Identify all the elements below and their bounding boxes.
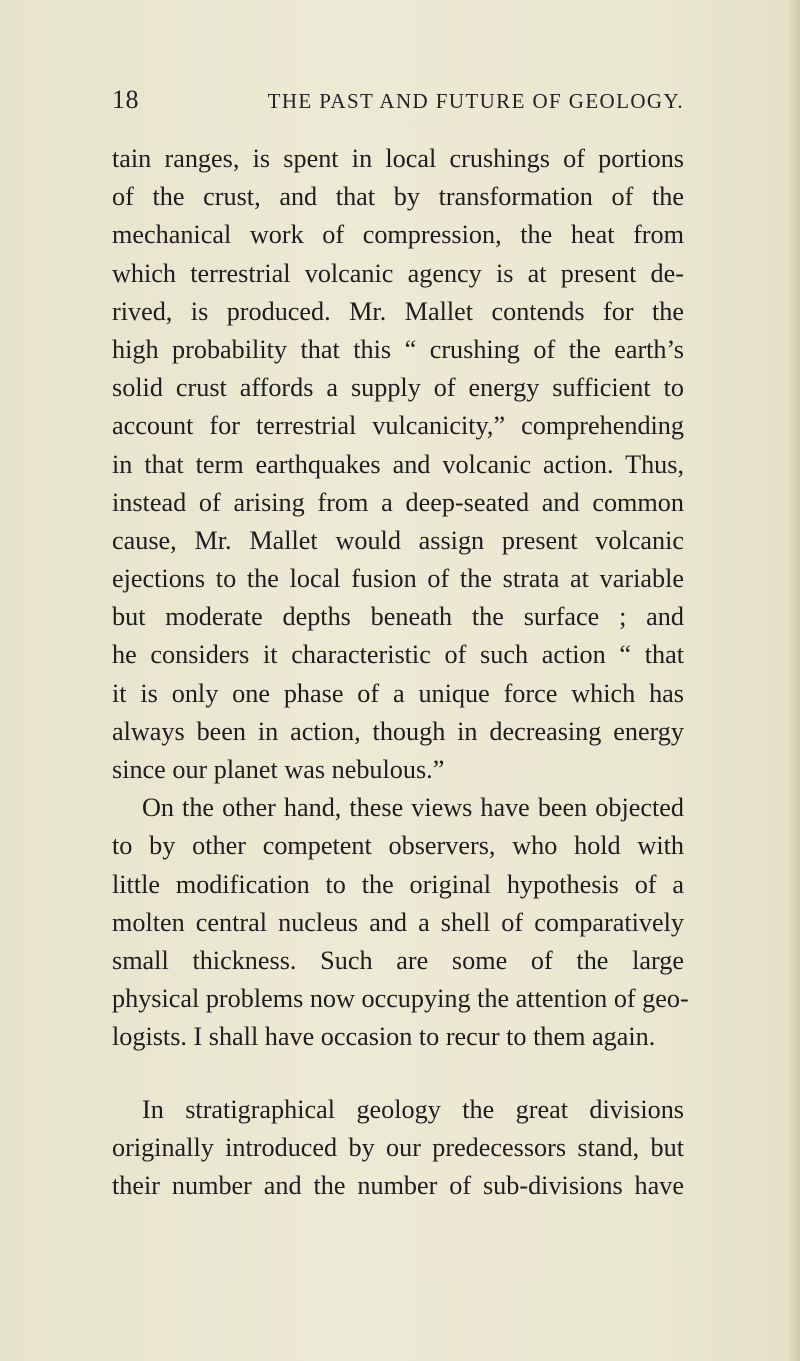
text-line: account for terrestrial vulcanicity,” comprehending [112, 411, 684, 441]
paragraph-gap [112, 1057, 684, 1091]
text-line: molten central nucleus and a shell of comparatively [112, 907, 684, 937]
running-head: THE PAST AND FUTURE OF GEOLOGY. [267, 89, 684, 113]
text-line: instead of arising from a deep-seated and common [112, 487, 684, 517]
text-line: cause, Mr. Mallet would assign present volcanic [112, 525, 684, 555]
text-line: little modification to the original hypothesis of a [112, 869, 684, 899]
paragraph [112, 1091, 684, 1206]
text-line: but moderate depths beneath the surface ; and [112, 602, 684, 632]
body-text [112, 140, 689, 1205]
text-line: to by other competent observers, who hold with [112, 831, 684, 861]
text-line: solid crust affords a supply of energy sufficient to [112, 373, 684, 403]
paragraph [112, 140, 684, 789]
text-line: small thickness. Such are some of the large [112, 945, 684, 975]
text-line: which terrestrial volcanic agency is at present de- [112, 258, 684, 288]
text-line: originally introduced by our predecessors stand, but [112, 1132, 684, 1162]
text-line: tain ranges, is spent in local crushings of portions [112, 144, 684, 173]
paragraph [112, 789, 689, 1056]
text-line: in that term earthquakes and volcanic action. Thus, [112, 449, 684, 479]
text-line: of the crust, and that by transformation of the [112, 182, 684, 212]
text-line: physical problems now occupying the attention of geo- [112, 984, 689, 1014]
page-edge-shadow [788, 0, 800, 1361]
text-line: mechanical work of compression, the heat from [112, 220, 684, 250]
text-line: rived, is produced. Mr. Mallet contends for the [112, 296, 684, 326]
text-line: logists. I shall have occasion to recur to them again. [112, 1022, 656, 1052]
text-line: high probability that this “ crushing of the earth’s [112, 334, 684, 364]
text-line: their number and the number of sub-divisions have [112, 1170, 684, 1200]
text-line: since our planet was nebulous.” [112, 755, 445, 784]
text-line: always been in action, though in decreasing energy [112, 716, 684, 746]
page-number: 18 [112, 85, 139, 114]
page-header [112, 84, 684, 124]
text-line: In stratigraphical geology the great divisions [142, 1094, 684, 1124]
text-line: it is only one phase of a unique force which has [112, 678, 684, 708]
text-line: ejections to the local fusion of the strata at variable [112, 564, 684, 594]
text-line: he considers it characteristic of such action “ that [112, 640, 684, 670]
text-line: On the other hand, these views have been objected [142, 793, 684, 823]
